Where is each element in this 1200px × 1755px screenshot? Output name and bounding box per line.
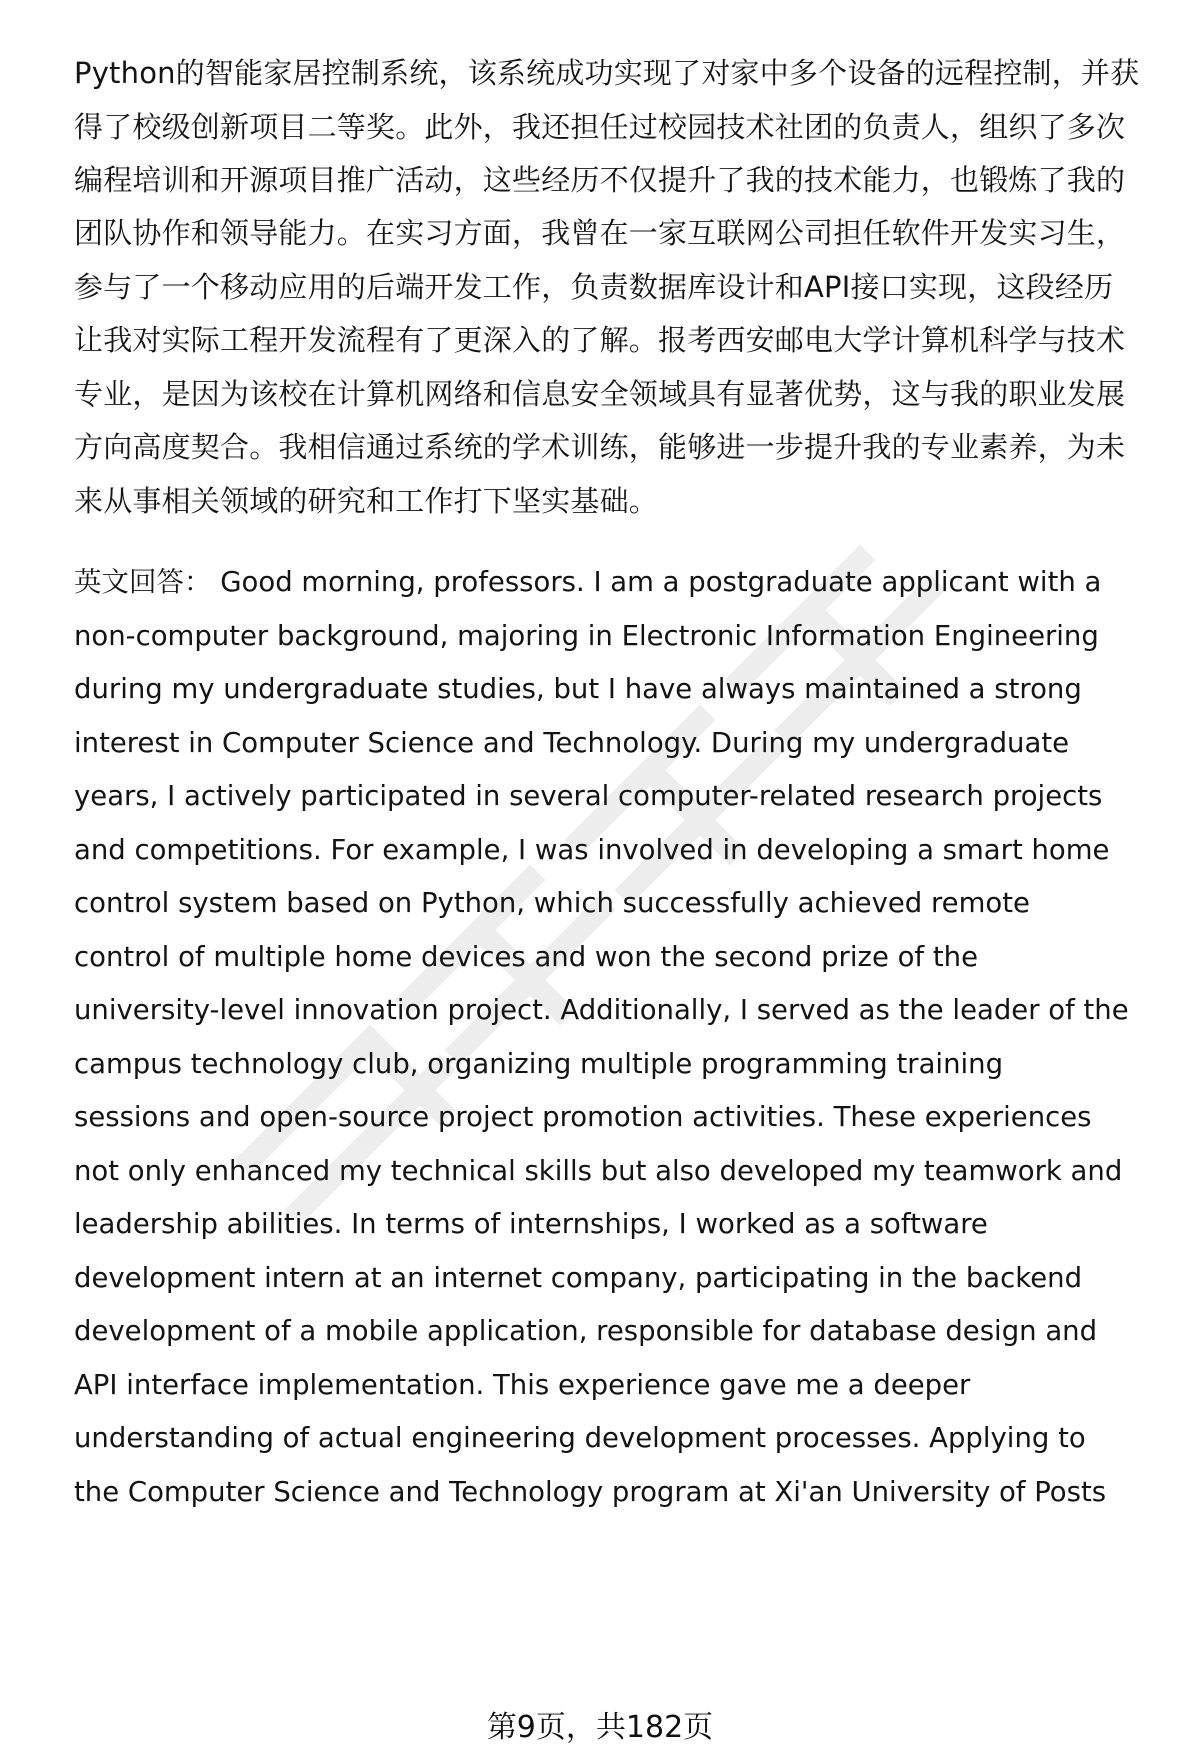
english-answer-line: campus technology club, organizing multiple programming training bbox=[74, 1048, 1004, 1080]
body-text-line: 编程培训和开源项目推广活动，这些经历不仅提升了我的技术能力，也锻炼了我的 bbox=[74, 163, 1126, 197]
english-answer-line: university-level innovation project. Additionally, I served as the leader of the bbox=[74, 994, 1129, 1026]
english-answer-line: during my undergraduate studies, but I have always maintained a strong bbox=[74, 673, 1082, 705]
english-answer-line: interest in Computer Science and Technology. During my undergraduate bbox=[74, 727, 1070, 759]
english-answer-line: development of a mobile application, responsible for database design and bbox=[74, 1315, 1098, 1347]
english-answer-line: years, I actively participated in several computer-related research projects bbox=[74, 780, 1103, 812]
body-text-line: 得了校级创新项目二等奖。此外，我还担任过校园技术社团的负责人，组织了多次 bbox=[74, 110, 1126, 144]
english-answer-line: API interface implementation. This experience gave me a deeper bbox=[74, 1369, 971, 1401]
body-text-line: Python的智能家居控制系统，该系统成功实现了对家中多个设备的远程控制，并获 bbox=[74, 56, 1140, 90]
body-text-line: 来从事相关领域的研究和工作打下坚实基础。 bbox=[74, 484, 659, 518]
english-answer-line: development intern at an internet company, participating in the backend bbox=[74, 1262, 1083, 1294]
body-text-line: 专业，是因为该校在计算机网络和信息安全领域具有显著优势，这与我的职业发展 bbox=[74, 377, 1126, 411]
english-answer-line: leadership abilities. In terms of internships, I worked as a software bbox=[74, 1208, 988, 1240]
english-answer-line: control of multiple home devices and won the second prize of the bbox=[74, 941, 978, 973]
english-answer-line: sessions and open-source project promotion activities. These experiences bbox=[74, 1101, 1092, 1133]
english-answer-line: not only enhanced my technical skills but also developed my teamwork and bbox=[74, 1155, 1123, 1187]
body-text-line: 让我对实际工程开发流程有了更深入的了解。报考西安邮电大学计算机科学与技术 bbox=[74, 323, 1126, 357]
english-answer-line: the Computer Science and Technology program at Xi'an University of Posts bbox=[74, 1476, 1107, 1508]
page-number-footer: 第9页，共182页 bbox=[486, 1710, 714, 1745]
english-answer-line: and competitions. For example, I was involved in developing a smart home bbox=[74, 834, 1110, 866]
body-text-line: 参与了一个移动应用的后端开发工作，负责数据库设计和API接口实现，这段经历 bbox=[74, 270, 1114, 304]
body-text-line: 方向高度契合。我相信通过系统的学术训练，能够进一步提升我的专业素养，为未 bbox=[74, 430, 1126, 464]
english-answer-line: understanding of actual engineering development processes. Applying to bbox=[74, 1422, 1086, 1454]
english-answer-line: 英文回答： Good morning, professors. I am a postgraduate applicant with a bbox=[74, 566, 1102, 598]
english-answer-line: control system based on Python, which successfully achieved remote bbox=[74, 887, 1030, 919]
body-text-line: 团队协作和领导能力。在实习方面，我曾在一家互联网公司担任软件开发实习生， bbox=[74, 216, 1126, 250]
english-answer-line: non-computer background, majoring in Electronic Information Engineering bbox=[74, 620, 1099, 652]
